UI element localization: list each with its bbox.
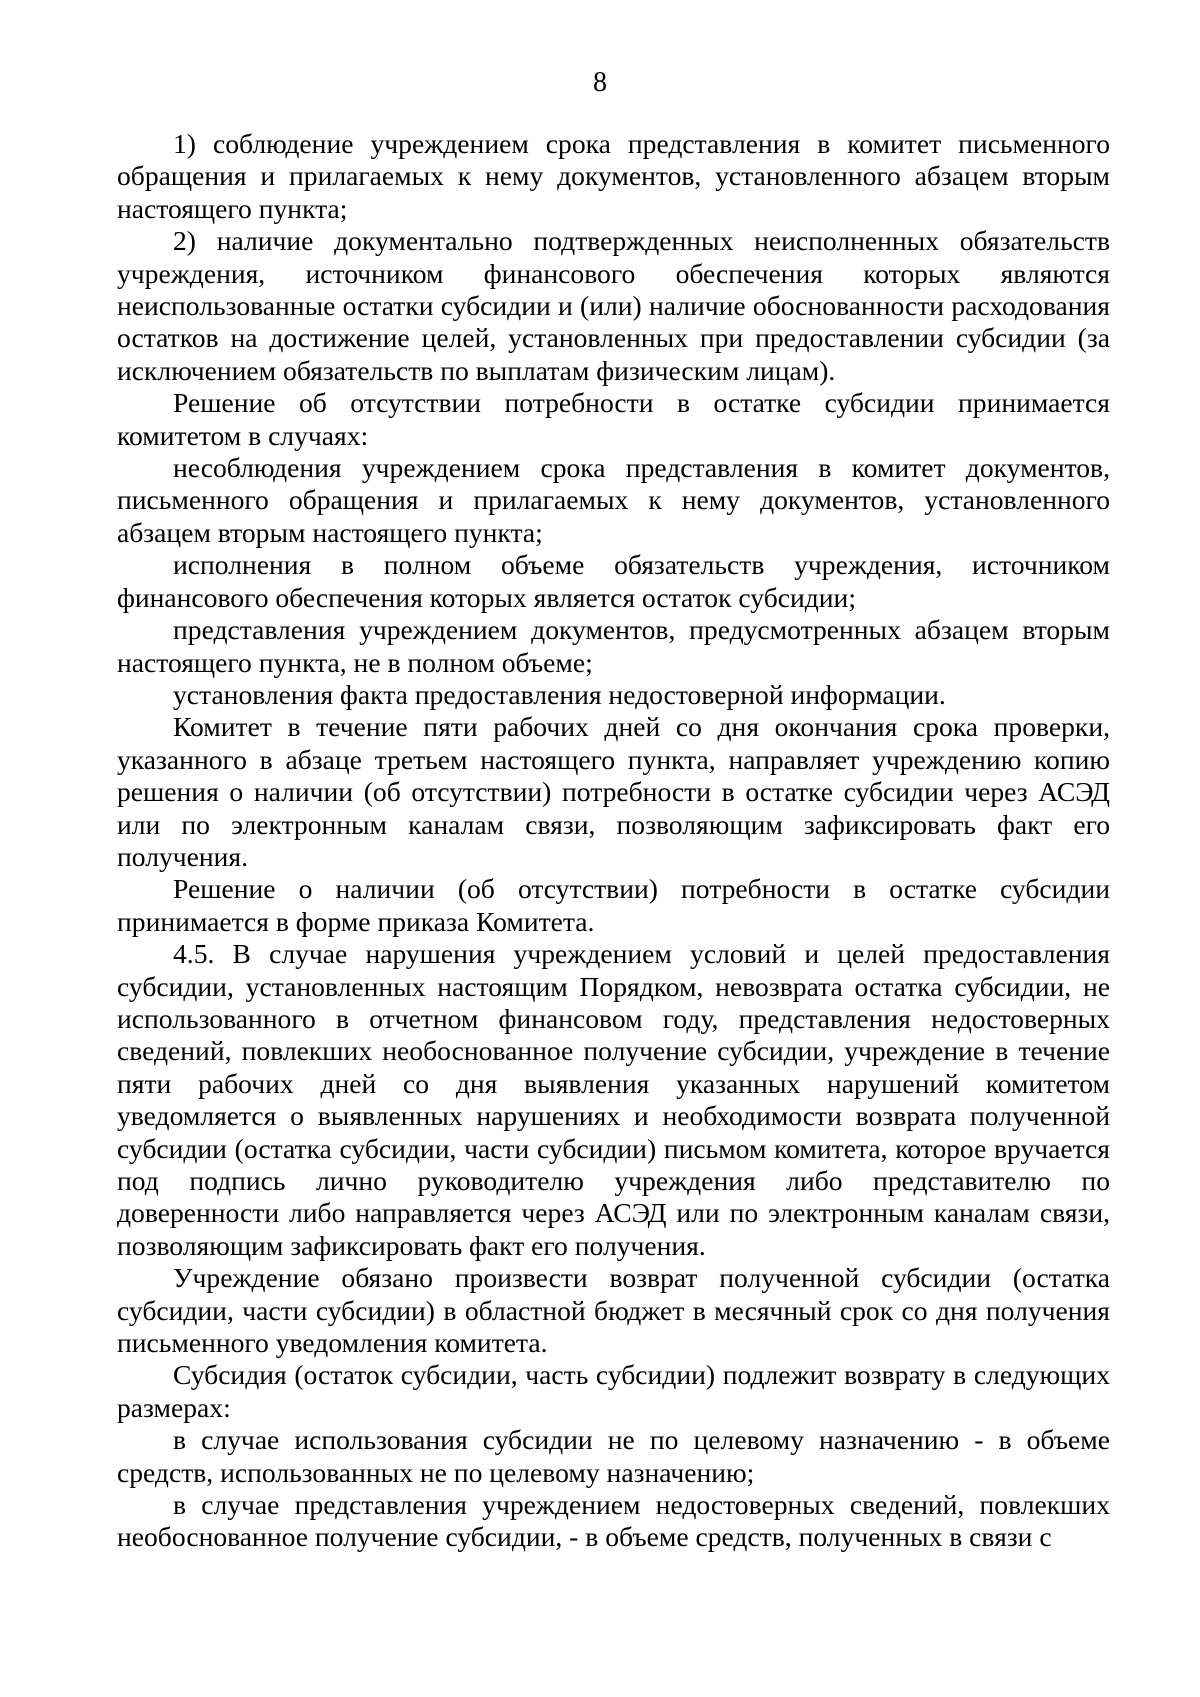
paragraph-section-4-5: 4.5. В случае нарушения учреждением условий и целей предоставления субсидии, установленных настоящим Порядком, невозврата остатка субсидии, не использованного в отчетном финансовом году, представления недостоверных сведений, повлекших необоснованное получение субсидии, учреждение в течение пяти рабочих дней со дня выявления указанных нарушений комитетом уведомляется о выявленных нарушениях и необходимости возврата полученной субсидии (остатка субсидии, части субсидии) письмом комитета, которое вручается под подпись лично руководителю учреждения либо представителю по доверенности либо направляется через АСЭД или по электронным каналам связи, позволяющим зафиксировать факт его получения. bbox=[117, 938, 1110, 1261]
paragraph-case-false-info: установления факта предоставления недостоверной информации. bbox=[173, 678, 946, 710]
paragraph-case-incomplete-docs: представления учреждением документов, предусмотренных абзацем вторым настоящего пункта, не в полном объеме; bbox=[117, 614, 1110, 678]
paragraph-decision-form: Решение о наличии (об отсутствии) потребности в остатке субсидии принимается в форме приказа Комитета. bbox=[117, 873, 1110, 937]
paragraph-item-2-obligations: 2) наличие документально подтвержденных неисполненных обязательств учреждения, источником финансового обеспечения которых являются неиспользованные остатки субсидии и (или) наличие обоснованности расходования остатков на достижение целей, установленных при предоставлении субсидии (за исключением обязательств по выплатам физическим лицам). bbox=[117, 225, 1110, 386]
paragraph-item-1-compliance: 1) соблюдение учреждением срока представления в комитет письменного обращения и прилагаемых к нему документов, установленного абзацем вторым настоящего пункта; bbox=[117, 128, 1110, 224]
paragraph-committee-notice: Комитет в течение пяти рабочих дней со дня окончания срока проверки, указанного в абзаце третьем настоящего пункта, направляет учреждению копию решения о наличии (об отсутствии) потребности в остатке субсидии через АСЭД или по электронным каналам связи, позволяющим зафиксировать факт его получения. bbox=[117, 711, 1110, 872]
paragraph-case-noncompliance: несоблюдения учреждением срока представления в комитет документов, письменного обращения и прилагаемых к нему документов, установленного абзацем вторым настоящего пункта; bbox=[117, 452, 1110, 548]
page-number: 8 bbox=[593, 67, 607, 98]
paragraph-return-obligation: Учреждение обязано произвести возврат полученной субсидии (остатка субсидии, части субсидии) в областной бюджет в месячный срок со дня получения письменного уведомления комитета. bbox=[117, 1262, 1110, 1359]
document-body bbox=[117, 128, 1110, 1554]
paragraph-case-misuse: в случае использования субсидии не по целевому назначению - в объеме средств, использованных не по целевому назначению; bbox=[117, 1424, 1110, 1488]
paragraph-case-full-execution: исполнения в полном объеме обязательств учреждения, источником финансового обеспечения которых является остаток субсидии; bbox=[117, 549, 1110, 613]
paragraph-case-false-data: в случае представления учреждением недостоверных сведений, повлекших необоснованное получение субсидии, - в объеме средств, полученных в связи с bbox=[117, 1489, 1110, 1553]
paragraph-decision-no-need: Решение об отсутствии потребности в остатке субсидии принимается комитетом в случаях: bbox=[117, 387, 1110, 451]
paragraph-return-amounts: Субсидия (остаток субсидии, часть субсидии) подлежит возврату в следующих размерах: bbox=[117, 1359, 1110, 1423]
